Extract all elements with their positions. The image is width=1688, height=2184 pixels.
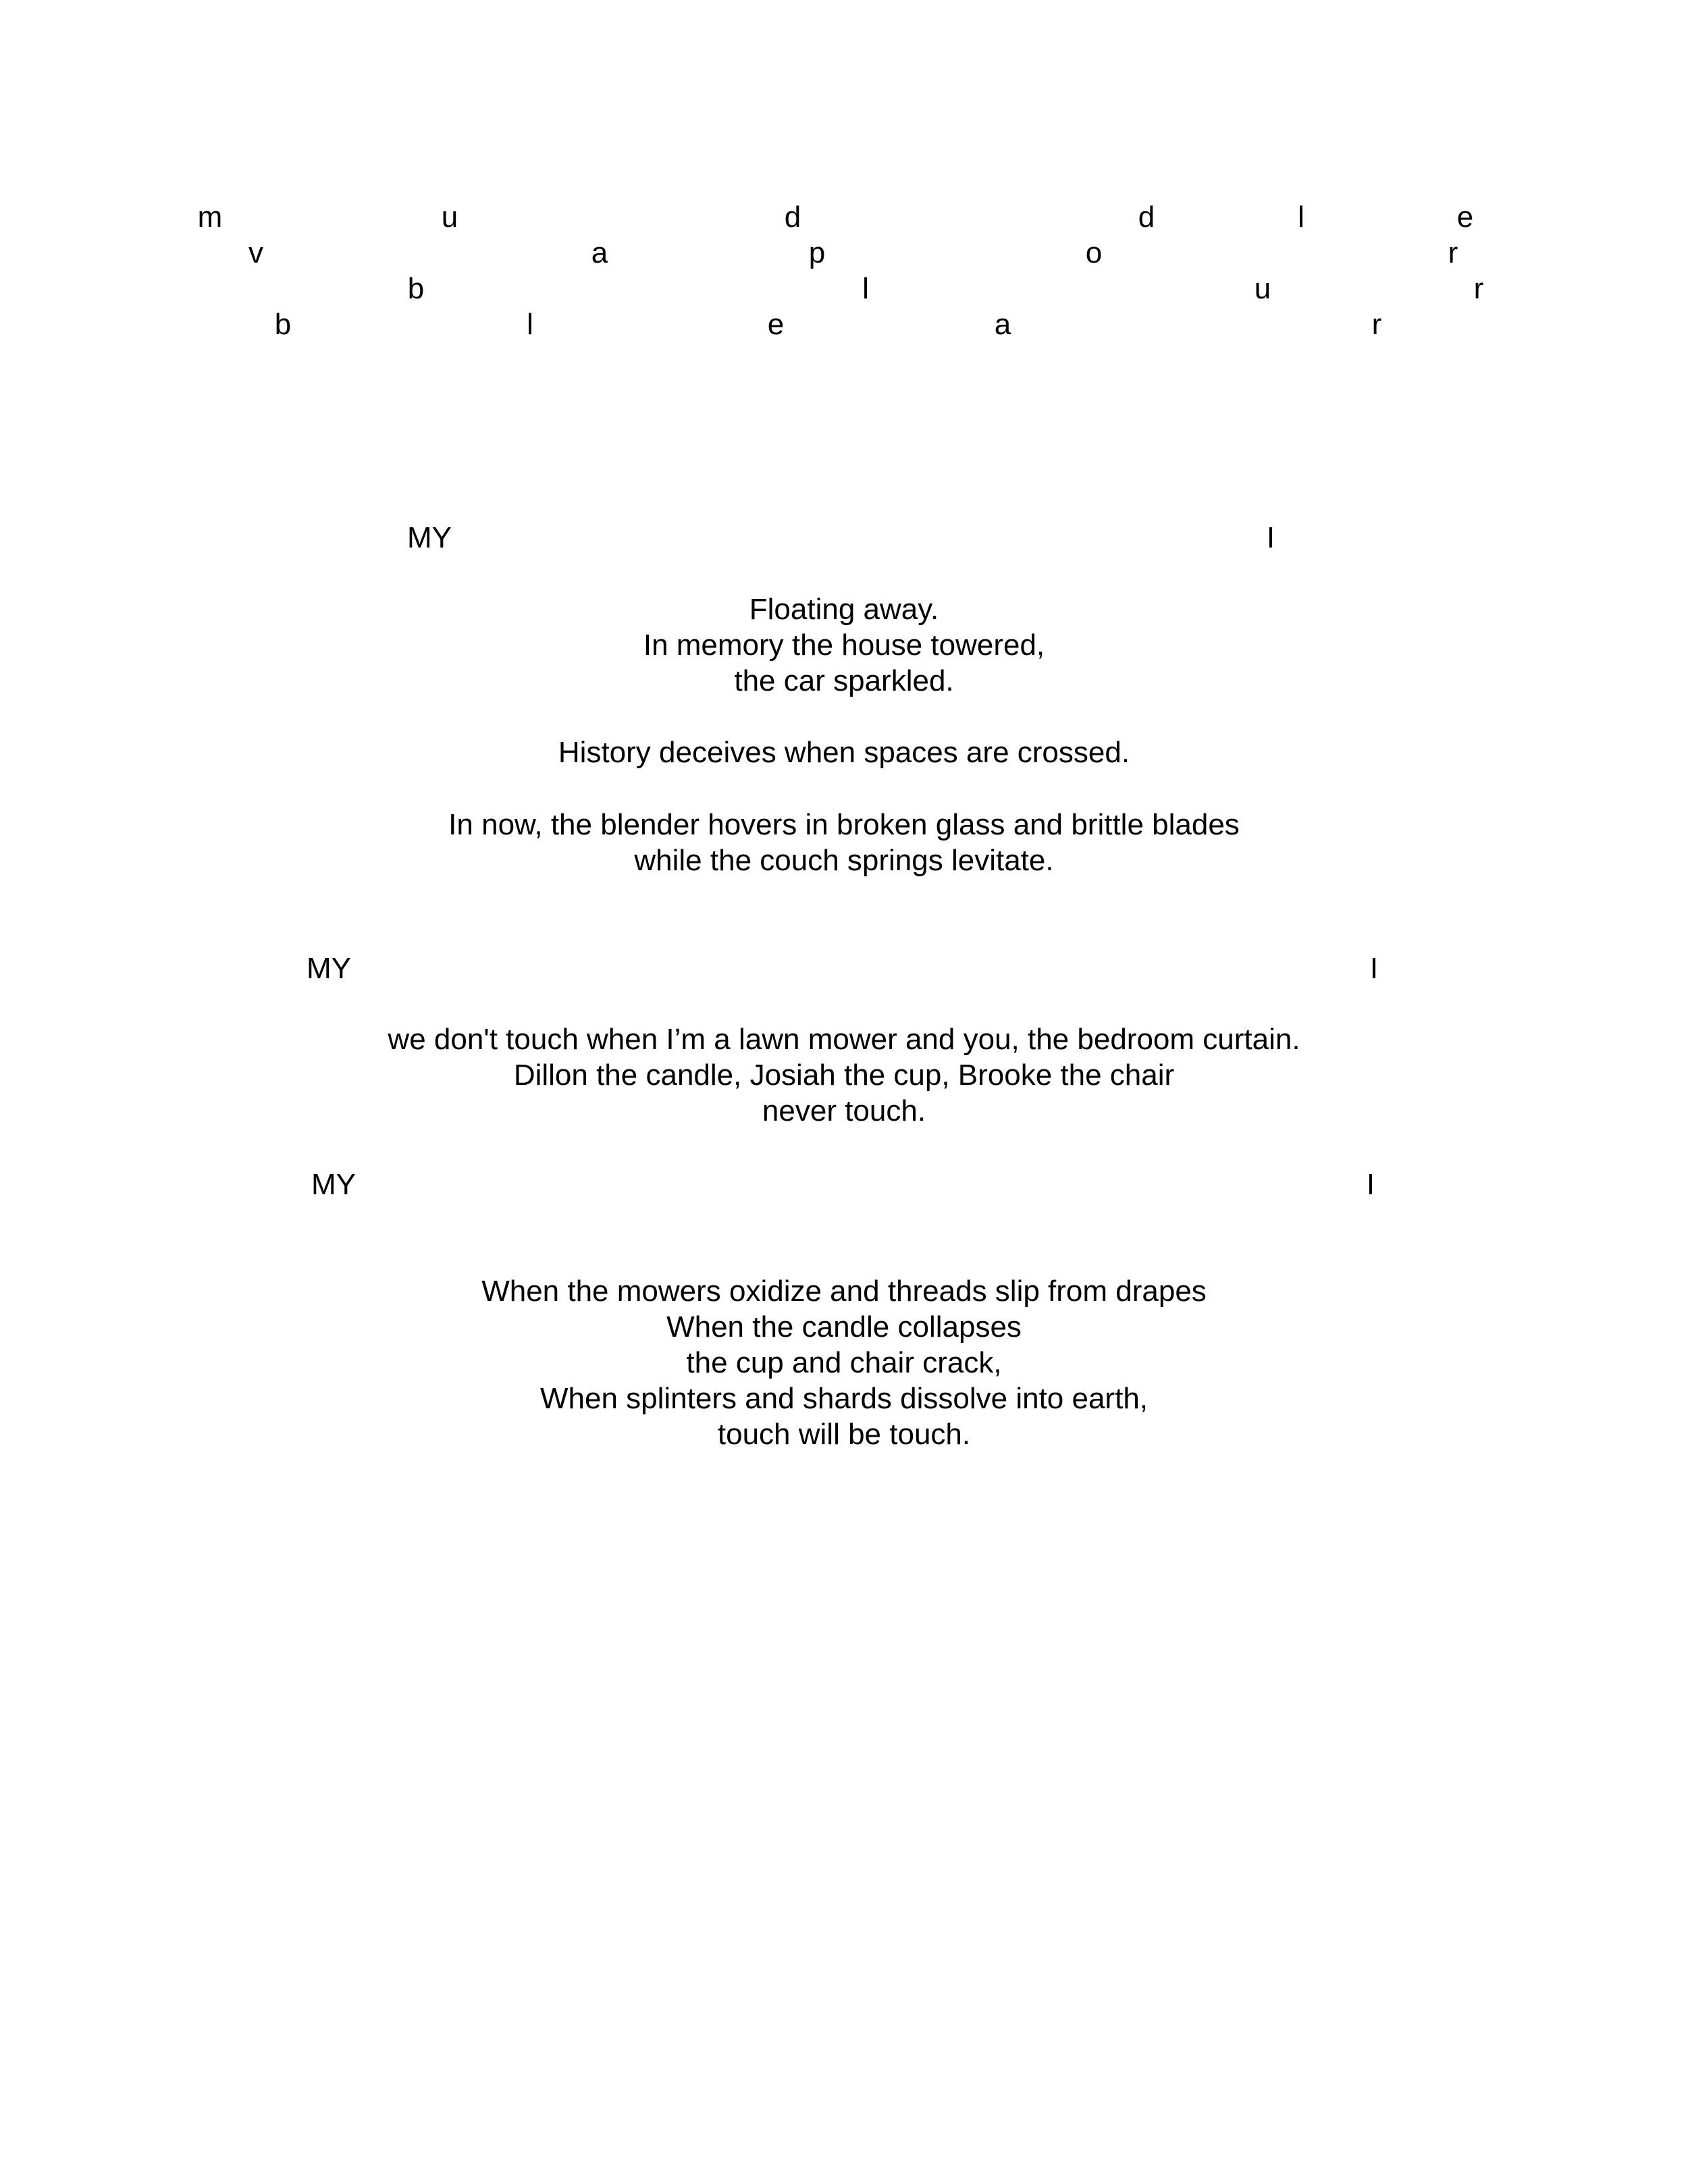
scattered-letter: b — [274, 308, 292, 341]
scattered-letter: d — [1138, 201, 1155, 234]
poem-line: Floating away. — [749, 593, 939, 626]
poem-line: never touch. — [762, 1094, 926, 1127]
scattered-letter: u — [1254, 272, 1271, 305]
scattered-letter: a — [994, 308, 1011, 341]
scattered-letter: l — [1298, 201, 1304, 234]
marker-my: MY — [311, 1168, 356, 1201]
poem-line: When the mowers oxidize and threads slip from drapes — [481, 1275, 1207, 1308]
scattered-letter: r — [1473, 272, 1484, 305]
stanza — [0, 807, 1688, 878]
stanza — [0, 735, 1688, 770]
poem-line: In now, the blender hovers in broken glass and brittle blades — [448, 808, 1240, 841]
scattered-letter: d — [784, 201, 801, 234]
poem-line: the car sparkled. — [734, 664, 954, 697]
scattered-letter: p — [808, 236, 826, 269]
poem-line: History deceives when spaces are crossed. — [558, 736, 1130, 769]
poem-line: touch will be touch. — [717, 1418, 971, 1451]
scattered-letter: r — [1448, 236, 1458, 269]
scattered-letter: r — [1371, 308, 1382, 341]
marker-my: MY — [307, 952, 351, 985]
scattered-letter: e — [1456, 201, 1474, 234]
poem-line: we don't touch when I’m a lawn mower and you, the bedroom curtain. — [388, 1023, 1300, 1056]
poem-line: while the couch springs levitate. — [634, 844, 1054, 877]
scattered-letter: l — [862, 272, 869, 305]
scattered-letter: u — [441, 201, 458, 234]
scattered-letter: v — [248, 236, 263, 269]
poem-line: When splinters and shards dissolve into earth, — [539, 1382, 1149, 1415]
marker-i: I — [1366, 1168, 1375, 1201]
scattered-letter: e — [767, 308, 785, 341]
stanza — [0, 591, 1688, 699]
marker-my: MY — [407, 521, 452, 554]
scattered-letter: a — [591, 236, 608, 269]
poem-line: When the candle collapses — [666, 1310, 1022, 1343]
scattered-letter: l — [527, 308, 533, 341]
stanza — [0, 1021, 1688, 1129]
poem-line: the cup and chair crack, — [686, 1346, 1002, 1379]
scattered-letter: m — [197, 201, 223, 234]
poem-line: Dillon the candle, Josiah the cup, Brooke the chair — [513, 1059, 1175, 1092]
stanza — [0, 1273, 1688, 1452]
marker-i: I — [1369, 952, 1379, 985]
poem-line: In memory the house towered, — [643, 629, 1045, 662]
scattered-letter: b — [407, 272, 425, 305]
marker-i: I — [1266, 521, 1275, 554]
scattered-letter: o — [1085, 236, 1103, 269]
